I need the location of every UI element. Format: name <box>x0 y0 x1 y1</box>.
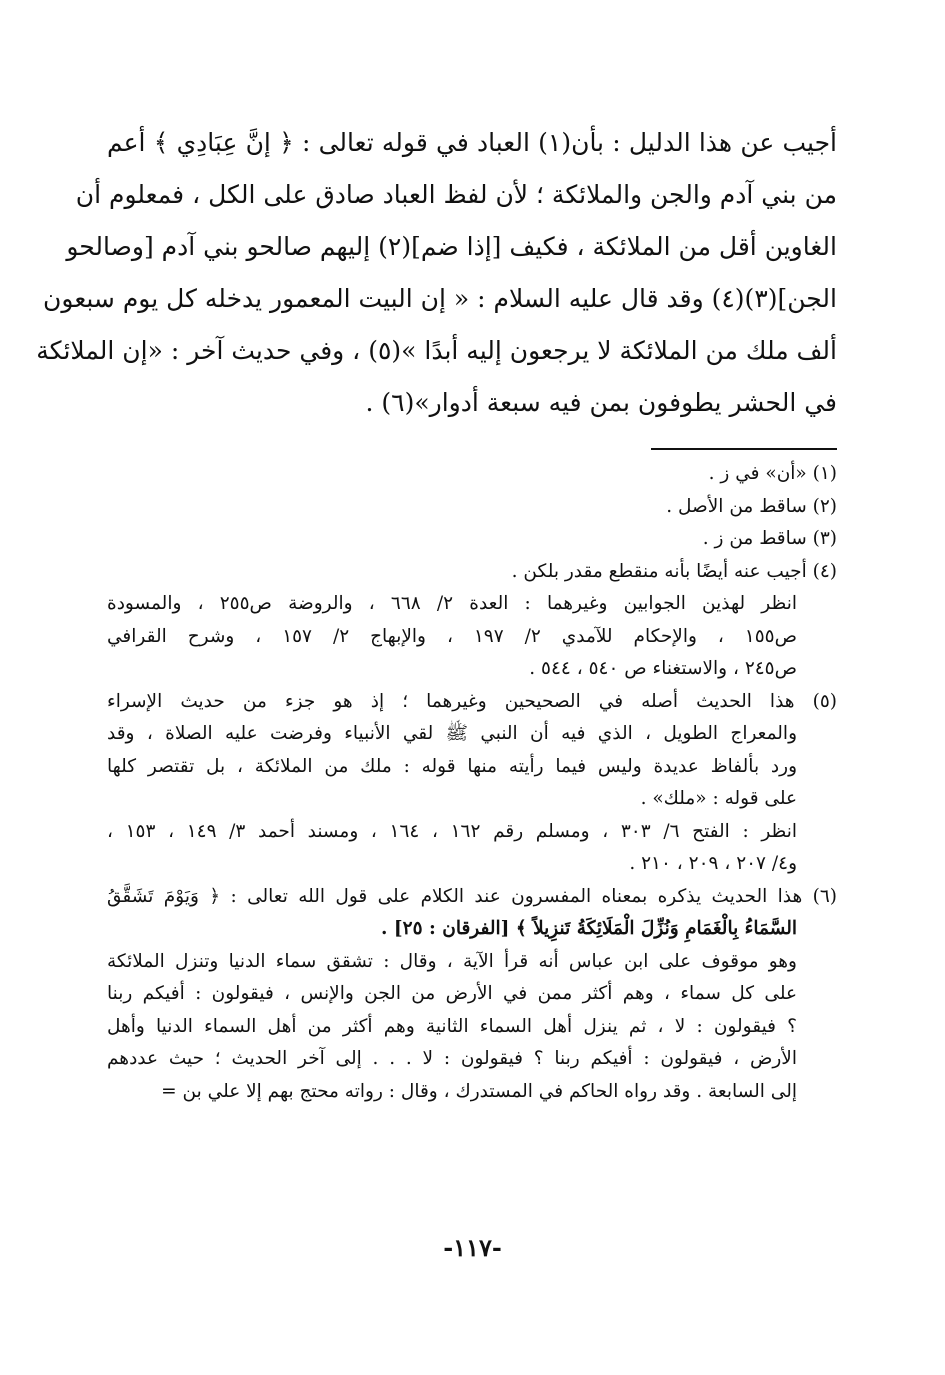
footnote-6-line-6: الأرض ، فيقولون : أفيكم ربنا ؟ فيقولون : لا . . . إلى آخر الحديث ؛ حيث عددهم <box>107 1048 797 1069</box>
footnote-5-line-5: انظر : الفتح ٦/ ٣٠٣ ، ومسلم رقم ١٦٢ ، ١٦٤ ، ومسند أحمد ٣/ ١٤٩ ، ١٥٣ ، <box>107 820 798 842</box>
body-line-4: الجن](٣)(٤) وقد قال عليه السلام : « إن البيت المعمور يدخله كل يوم سبعون <box>43 284 837 313</box>
footnote-5: (٥) هذا الحديث أصله في الصحيحين وغيرهما ؛ إذ هو جزء من حديث الإسراء <box>107 690 837 712</box>
footnote-5-line-3: ورد بألفاظ عديدة وليس فيما رأيته منها قوله : ملك من الملائكة ، بل تقتصر كلها <box>107 755 797 777</box>
main-text <box>36 117 837 429</box>
footnote-4-line-2: انظر لهذين الجوابين وغيرهما : العدة ٢/ ٦٦٨ ، والروضة ص٢٥٥ ، والمسودة <box>107 593 797 614</box>
footnote-3: (٣) ساقط من ز . <box>702 528 837 549</box>
page-number: -١١٧- <box>443 1233 502 1262</box>
footnote-6-line-4: على كل سماء ، وهم أكثر ممن في الأرض من الجن والإنس ، فيقولون : أفيكم ربنا <box>107 983 797 1004</box>
footnote-1: (١) «أن» في ز . <box>708 463 837 484</box>
footnote-5-line-2: والمعراج الطويل ، الذي فيه أن النبي ﷺ لقي الأنبياء وفرضت عليه الصلاة ، وقد <box>107 723 797 744</box>
body-line-3: الغاوين أقل من الملائكة ، فكيف [إذا ضم](٢) إليهم صالحو بني آدم [وصالحو <box>66 232 837 261</box>
footnote-4-line-3: ص١٥٥ ، والإحكام للآمدي ٢/ ١٩٧ ، والإبهاج ٢/ ١٥٧ ، وشرح القرافي <box>107 625 797 647</box>
footnote-6-line-7: إلى السابعة . وقد رواه الحاكم في المستدرك ، وقال : رواته محتج بهم إلا علي بن = <box>161 1080 797 1102</box>
body-line-2: من بني آدم والجن والملائكة ؛ لأن لفظ العباد صادق على الكل ، فمعلوم أن <box>75 180 837 209</box>
footnotes <box>107 458 837 1108</box>
footnote-6: (٦) هذا الحديث يذكره بمعناه المفسرون عند الكلام على قول الله تعالى : ﴿ وَيَوْمَ تَشَقَّقُ <box>107 885 837 907</box>
footnote-4-line-4: ص٢٤٥ ، والاستغناء ص ٥٤٠ ، ٥٤٤ . <box>529 658 797 679</box>
footnote-5-line-4: على قوله : «ملك» . <box>640 788 797 809</box>
footnote-6-line-5: ؟ فيقولون : لا ، ثم ينزل أهل السماء الثانية وهم أكثر من أهل السماء الدنيا وأهل <box>107 1015 797 1037</box>
body-line-1: أجيب عن هذا الدليل : بأن(١) العباد في قوله تعالى : ﴿ إنَّ عِبَادِي ﴾ أعم <box>107 128 837 157</box>
footnote-4: (٤) أجيب عنه أيضًا بأنه منقطع مقدر بلكن . <box>511 560 837 582</box>
footnote-2: (٢) ساقط من الأصل . <box>666 495 837 517</box>
footnote-separator <box>651 448 837 450</box>
body-line-6: في الحشر يطوفون بمن فيه سبعة أدوار»(٦) . <box>365 388 837 417</box>
body-line-5: ألف ملك من الملائكة لا يرجعون إليه أبدًا »(٥) ، وفي حديث آخر : «إن الملائكة <box>36 336 837 365</box>
footnote-6-line-3: وهو موقوف على ابن عباس أنه قرأ الآية ، وقال : تشقق سماء الدنيا وتنزل الملائكة <box>107 950 797 972</box>
footnote-5-line-6: و٤/ ٢٠٧ ، ٢٠٩ ، ٢١٠ . <box>629 853 797 874</box>
footnote-6-verse: السَّمَاءُ بِالْغَمَامِ وَنُزِّلَ الْمَلَائِكَةُ تَنزِيلاً ﴾ [الفرقان : ٢٥] . <box>381 918 797 939</box>
